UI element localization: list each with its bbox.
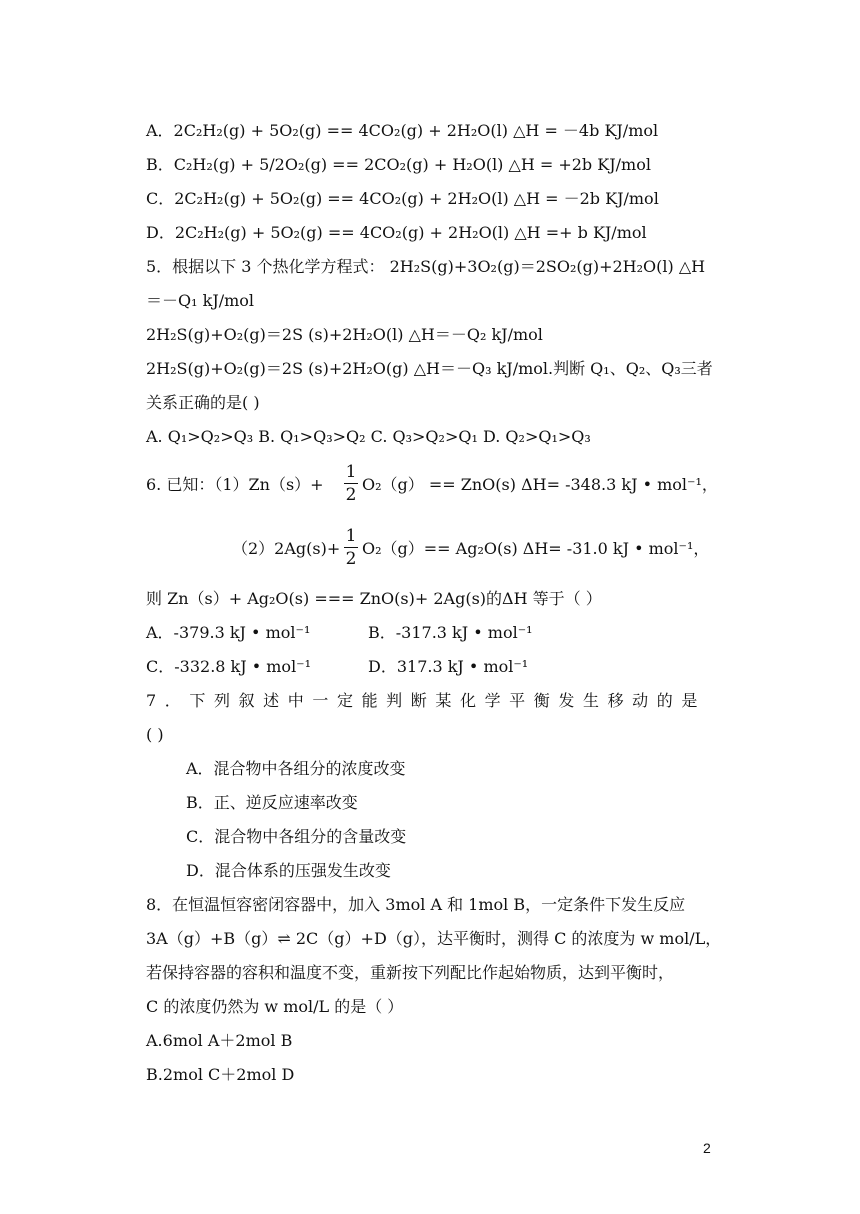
page-number: 2 <box>703 1140 711 1156</box>
q8-line1: 8．在恒温恒容密闭容器中，加入 3mol A 和 1mol B，一定条件下发生反应 <box>146 895 686 914</box>
fraction-bar <box>344 547 358 548</box>
q6-option-d: D．317.3 kJ • mol⁻¹ <box>368 657 529 676</box>
q5-stem-line2: ＝－Q₁ kJ/mol <box>146 291 255 310</box>
q7-option-a: A．混合物中各组分的浓度改变 <box>186 759 406 778</box>
q6-line2-start: （2）2Ag(s)+ <box>232 539 341 558</box>
q7-option-b: B．正、逆反应速率改变 <box>186 793 358 812</box>
q6-option-c: C．-332.8 kJ • mol⁻¹ <box>146 657 312 676</box>
fraction-denominator: 2 <box>345 549 357 569</box>
q7-stem-line1: 7．下列叙述中一定能判断某化学平衡发生移动的是 <box>146 691 706 710</box>
q7-stem-line2: ( ) <box>146 725 164 744</box>
fraction-denominator: 2 <box>345 485 357 505</box>
fraction-bar <box>344 483 358 484</box>
fraction-numerator: 1 <box>345 462 357 482</box>
q7-option-c: C．混合物中各组分的含量改变 <box>186 827 407 846</box>
q4-option-b: B．C₂H₂(g) + 5/2O₂(g) == 2CO₂(g) + H₂O(l) △H = +2b KJ/mol <box>146 155 651 174</box>
q5-options: A. Q₁>Q₂>Q₃ B. Q₁>Q₃>Q₂ C. Q₃>Q₂>Q₁ D. Q₂>Q₁>Q₃ <box>146 427 591 446</box>
q6-line1-start: 6. 已知：（1）Zn（s）+ <box>146 475 324 494</box>
q8-line2: 3A（g）+B（g）⇌ 2C（g）+D（g），达平衡时，测得 C 的浓度为 w mol/L， <box>146 929 722 948</box>
q5-stem-line1: 5．根据以下 3 个热化学方程式： 2H₂S(g)+3O₂(g)＝2SO₂(g)+2H₂O(l) △H <box>146 257 706 276</box>
q6-fraction-1 <box>344 462 358 505</box>
q5-equation-2: 2H₂S(g)+O₂(g)＝2S (s)+2H₂O(l) △H＝－Q₂ kJ/mol <box>146 325 543 344</box>
q6-line3: 则 Zn（s）+ Ag₂O(s) === ZnO(s)+ 2Ag(s)的ΔH 等于（ ） <box>146 589 602 608</box>
q6-line2-end: O₂（g）== Ag₂O(s) ΔH= -31.0 kJ • mol⁻¹， <box>362 539 710 558</box>
q7-option-d: D．混合体系的压强发生改变 <box>186 861 391 880</box>
q4-option-a: A．2C₂H₂(g) + 5O₂(g) == 4CO₂(g) + 2H₂O(l) △H = －4b KJ/mol <box>146 121 659 140</box>
q6-option-a: A．-379.3 kJ • mol⁻¹ <box>146 623 311 642</box>
q5-equation-3: 2H₂S(g)+O₂(g)＝2S (s)+2H₂O(g) △H＝－Q₃ kJ/mol.判断 Q₁、Q₂、Q₃三者 <box>146 359 713 378</box>
q6-line1-end: O₂（g） == ZnO(s) ΔH= -348.3 kJ • mol⁻¹， <box>362 475 718 494</box>
q6-option-b: B．-317.3 kJ • mol⁻¹ <box>368 623 533 642</box>
q4-option-d: D．2C₂H₂(g) + 5O₂(g) == 4CO₂(g) + 2H₂O(l) △H =+ b KJ/mol <box>146 223 647 242</box>
q8-line4: C 的浓度仍然为 w mol/L 的是（ ） <box>146 997 404 1016</box>
q8-line3: 若保持容器的容积和温度不变，重新按下列配比作起始物质，达到平衡时， <box>146 963 675 982</box>
q8-option-b: B.2mol C＋2mol D <box>146 1065 295 1084</box>
q4-option-c: C．2C₂H₂(g) + 5O₂(g) == 4CO₂(g) + 2H₂O(l) △H = －2b KJ/mol <box>146 189 659 208</box>
q6-fraction-2 <box>344 526 358 569</box>
q8-option-a: A.6mol A＋2mol B <box>146 1031 293 1050</box>
q5-stem-line5: 关系正确的是( ) <box>146 393 260 412</box>
fraction-numerator: 1 <box>345 526 357 546</box>
